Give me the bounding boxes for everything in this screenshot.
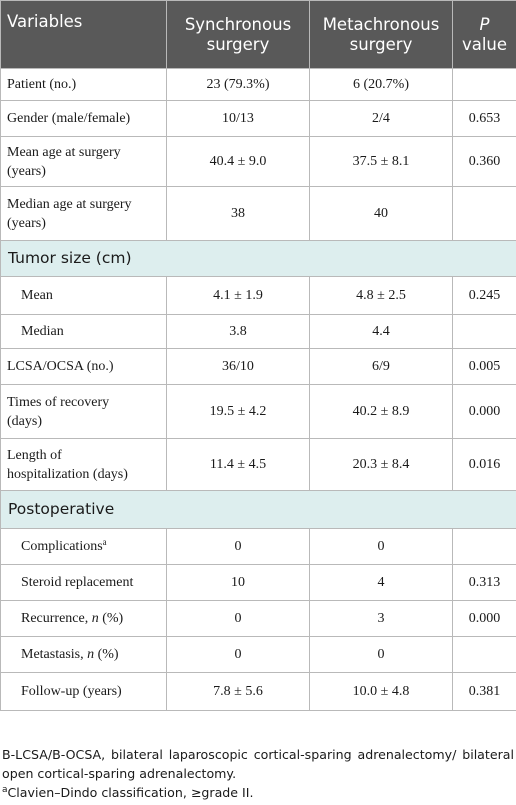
table-row	[1, 529, 516, 565]
cell-meta: 6 (20.7%)	[310, 69, 453, 101]
cell-meta: 6/9	[310, 349, 453, 385]
table-row	[1, 315, 516, 349]
cell-sync: 23 (79.3%)	[167, 69, 310, 101]
cell-p: 0.313	[453, 565, 516, 601]
cell-p: 0.000	[453, 601, 516, 637]
footnote-a-marker: a	[2, 785, 8, 795]
table-row	[1, 101, 516, 137]
table-row	[1, 601, 516, 637]
table-row	[1, 439, 516, 491]
header-p-value: P value	[453, 1, 516, 69]
cell-p: 0.005	[453, 349, 516, 385]
cell-p	[453, 69, 516, 101]
table-row	[1, 137, 516, 187]
cell-meta: 4.8 ± 2.5	[310, 277, 453, 315]
cell-sync: 7.8 ± 5.6	[167, 673, 310, 711]
row-label: Mean age at surgery (years)	[1, 137, 167, 187]
row-label: Length of hospitalization (days)	[1, 439, 167, 491]
cell-sync: 10/13	[167, 101, 310, 137]
cell-sync: 0	[167, 637, 310, 673]
cell-meta: 40.2 ± 8.9	[310, 385, 453, 439]
cell-meta: 2/4	[310, 101, 453, 137]
cell-meta: 37.5 ± 8.1	[310, 137, 453, 187]
cell-meta: 0	[310, 637, 453, 673]
cell-p: 0.653	[453, 101, 516, 137]
row-label: Follow-up (years)	[1, 673, 167, 711]
cell-p	[453, 315, 516, 349]
cell-p: 0.016	[453, 439, 516, 491]
table-row	[1, 385, 516, 439]
row-label: LCSA/OCSA (no.)	[1, 349, 167, 385]
cell-p	[453, 637, 516, 673]
cell-sync: 19.5 ± 4.2	[167, 385, 310, 439]
cell-sync: 40.4 ± 9.0	[167, 137, 310, 187]
header-row	[1, 1, 516, 69]
cell-meta: 40	[310, 187, 453, 241]
cell-p: 0.360	[453, 137, 516, 187]
cell-sync: 10	[167, 565, 310, 601]
cell-p: 0.245	[453, 277, 516, 315]
row-label: Median age at surgery (years)	[1, 187, 167, 241]
cell-p	[453, 529, 516, 565]
row-label: Patient (no.)	[1, 69, 167, 101]
cell-meta: 20.3 ± 8.4	[310, 439, 453, 491]
cell-p	[453, 187, 516, 241]
table-row	[1, 565, 516, 601]
table-footnotes	[2, 745, 514, 802]
cell-sync: 3.8	[167, 315, 310, 349]
cell-sync: 11.4 ± 4.5	[167, 439, 310, 491]
cell-meta: 4.4	[310, 315, 453, 349]
cell-p: 0.381	[453, 673, 516, 711]
cell-sync: 0	[167, 601, 310, 637]
footnote-marker: a	[102, 537, 107, 547]
section-title: Postoperative	[1, 491, 516, 529]
row-label: Metastasis, n (%)	[1, 637, 167, 673]
section-row-tumor-size	[1, 241, 516, 277]
cell-sync: 38	[167, 187, 310, 241]
table-row	[1, 637, 516, 673]
cell-meta: 3	[310, 601, 453, 637]
table-row	[1, 673, 516, 711]
table-row	[1, 349, 516, 385]
row-label: Steroid replacement	[1, 565, 167, 601]
table-row	[1, 187, 516, 241]
row-label: Complications$^a$	[1, 529, 167, 565]
cell-p: 0.000	[453, 385, 516, 439]
cell-sync: 0	[167, 529, 310, 565]
section-row-postoperative	[1, 491, 516, 529]
row-label: Recurrence, n (%)	[1, 601, 167, 637]
header-synchronous: Synchronous surgery	[167, 1, 310, 69]
footnote-abbreviations: B-LCSA/B-OCSA, bilateral laparoscopic cortical-sparing adrenalectomy/ bilateral open cortical-sparing adrenalectomy.	[2, 747, 514, 781]
row-label: Times of recovery (days)	[1, 385, 167, 439]
cell-meta: 4	[310, 565, 453, 601]
table-row	[1, 69, 516, 101]
footnote-a: $^a$Clavien–Dindo classification, ≥grade II.	[2, 785, 254, 800]
row-label: Gender (male/female)	[1, 101, 167, 137]
cell-sync: 4.1 ± 1.9	[167, 277, 310, 315]
cell-meta: 0	[310, 529, 453, 565]
row-label: Median	[1, 315, 167, 349]
table-row	[1, 277, 516, 315]
cell-sync: 36/10	[167, 349, 310, 385]
header-metachronous: Metachronous surgery	[310, 1, 453, 69]
header-variables: Variables	[1, 1, 167, 69]
section-title: Tumor size (cm)	[1, 241, 516, 277]
row-label: Mean	[1, 277, 167, 315]
cell-meta: 10.0 ± 4.8	[310, 673, 453, 711]
